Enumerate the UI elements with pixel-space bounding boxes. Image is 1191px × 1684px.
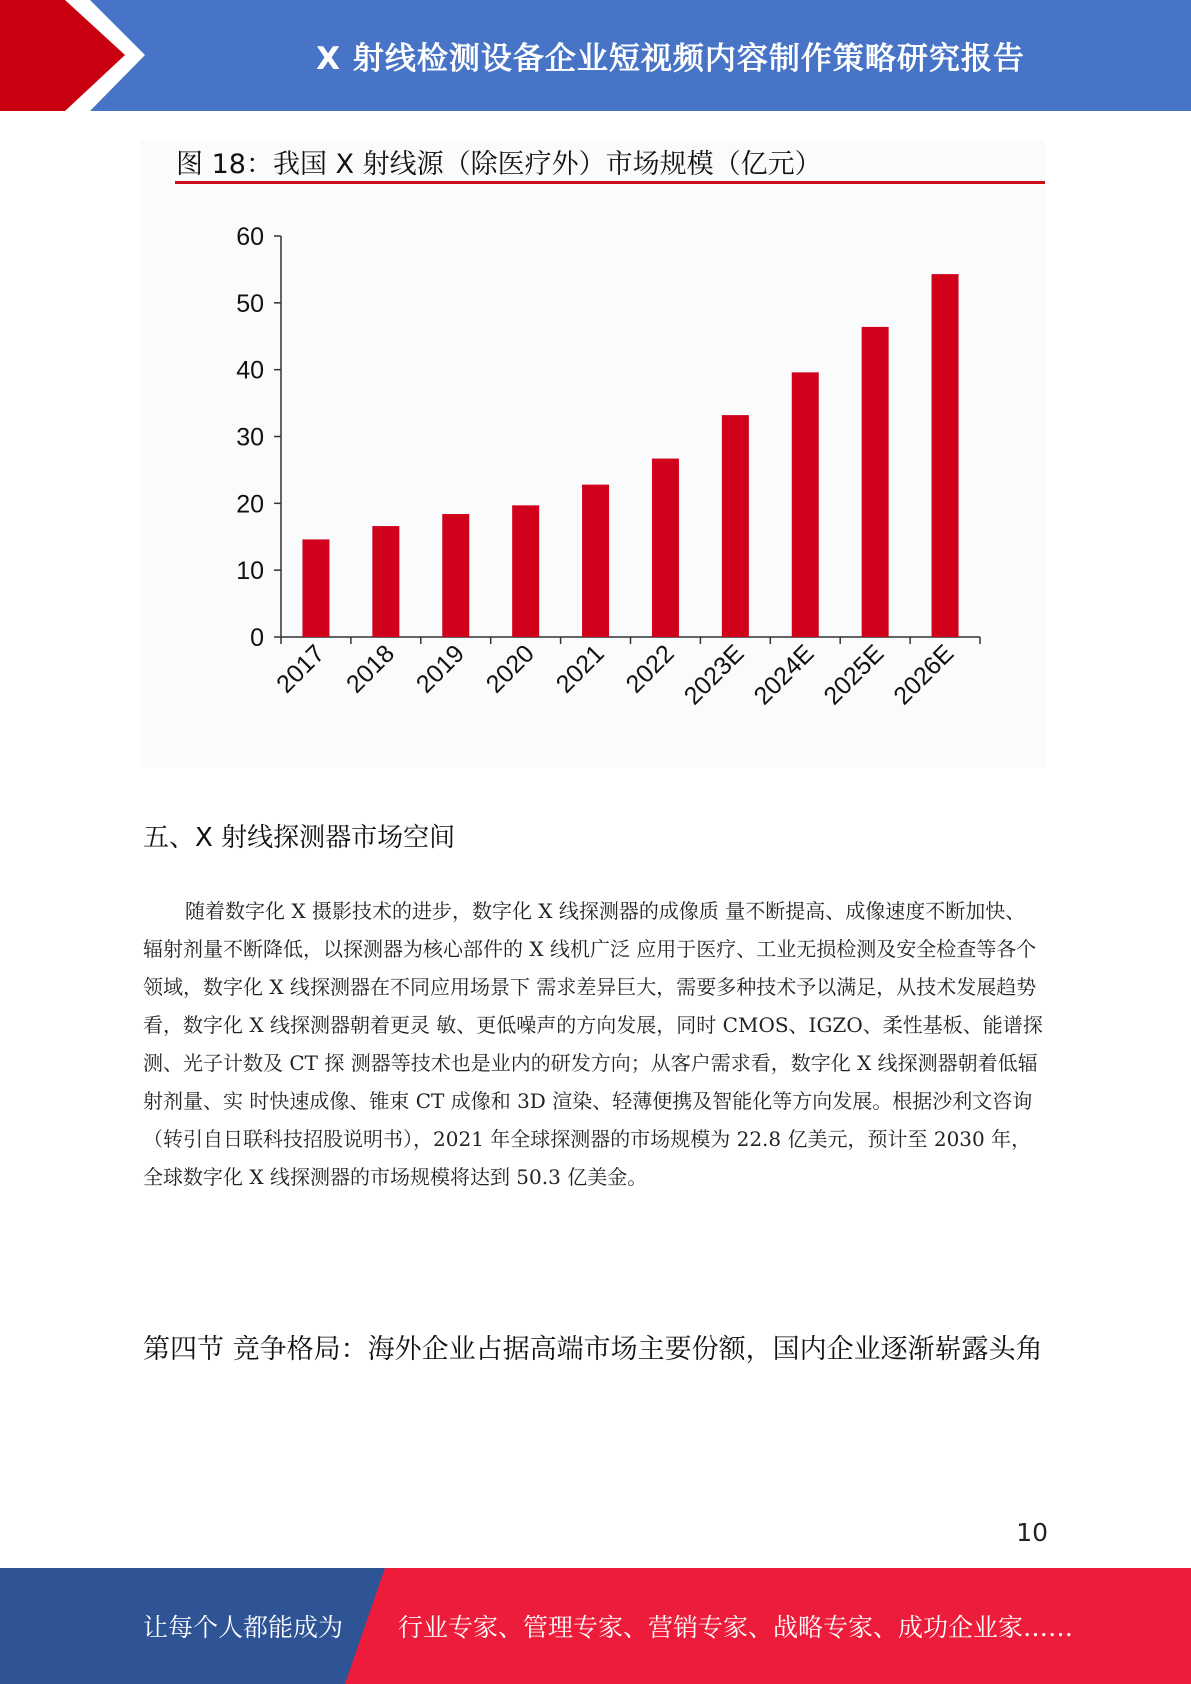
- x-tick-label: 2018: [340, 639, 401, 699]
- bar-2017: [302, 539, 329, 637]
- y-tick-label: 20: [236, 490, 264, 519]
- x-tick-label: 2023E: [678, 639, 750, 711]
- y-tick-label: 60: [236, 223, 264, 251]
- figure-title: 图 18：我国 X 射线源（除医疗外）市场规模（亿元）: [176, 149, 822, 180]
- x-tick-label: 2019: [410, 639, 470, 699]
- footer-slogan-right: 行业专家、管理专家、营销专家、战略专家、成功企业家……: [398, 1613, 1074, 1642]
- section-heading: 五、X 射线探测器市场空间: [143, 823, 456, 853]
- figure-18: [140, 140, 1045, 768]
- footer-slogan-left: 让每个人都能成为: [143, 1613, 344, 1642]
- bar-2019: [442, 514, 469, 637]
- bar-2018: [372, 526, 399, 637]
- bar-2020: [512, 505, 539, 637]
- x-tick-label: 2025E: [818, 639, 890, 711]
- page-footer: [0, 1568, 1191, 1684]
- bar-2023E: [722, 415, 749, 637]
- bar-2022: [652, 459, 679, 637]
- chapter-heading: 第四节 竞争格局：海外企业占据高端市场主要份额，国内企业逐渐崭露头角: [143, 1334, 1043, 1365]
- page-header: [0, 0, 1191, 111]
- report-title: X 射线检测设备企业短视频内容制作策略研究报告: [316, 41, 1025, 77]
- y-tick-label: 10: [236, 557, 264, 586]
- y-tick-label: 0: [250, 624, 264, 652]
- x-tick-label: 2026E: [888, 639, 960, 711]
- bar-2021: [582, 485, 609, 637]
- y-tick-label: 40: [236, 356, 264, 385]
- y-tick-label: 50: [236, 289, 264, 318]
- body-paragraph: 随着数字化 X 摄影技术的进步，数字化 X 线探测器的成像质 量不断提高、成像速度不断加快、辐射剂量不断降低，以探测器为核心部件的 X 线机广泛 应用于医疗、工业无损检测及安全检查等各个领域，数字化 X 线探测器在不同应用场景下 需求差异巨大，需要多种技术予以满足，从技术发展趋势看，数字化 X 线探测器朝着更灵 敏、更低噪声的方向发展，同时 CMOS、IGZO、柔性基板、能谱探测、光子计数及 CT 探 测器等技术也是业内的研发方向；从客户需求看，数字化 X 线探测器朝着低辐射剂量、实 时快速成像、锥束 CT 成像和 3D 渲染、轻薄便携及智能化等方向发展。根据沙利文咨询（转引自日联科技招股说明书），2021 年全球探测器的市场规模为 22.8 亿美元，预计至 2030 年，全球数字化 X 线探测器的市场规模将达到 50.3 亿美金。: [143, 899, 1043, 1189]
- bar-2025E: [862, 327, 889, 637]
- bar-2026E: [932, 274, 959, 637]
- bar-2024E: [792, 372, 819, 637]
- header-arrow-icon: [0, 0, 160, 111]
- y-tick-label: 30: [236, 423, 264, 452]
- x-tick-label: 2017: [271, 639, 331, 699]
- x-tick-label: 2021: [550, 639, 610, 699]
- page-number: 10: [1016, 1518, 1048, 1547]
- x-tick-label: 2024E: [748, 639, 820, 711]
- bar-chart: [140, 140, 1045, 768]
- x-tick-label: 2022: [620, 639, 680, 699]
- x-tick-label: 2020: [480, 639, 540, 699]
